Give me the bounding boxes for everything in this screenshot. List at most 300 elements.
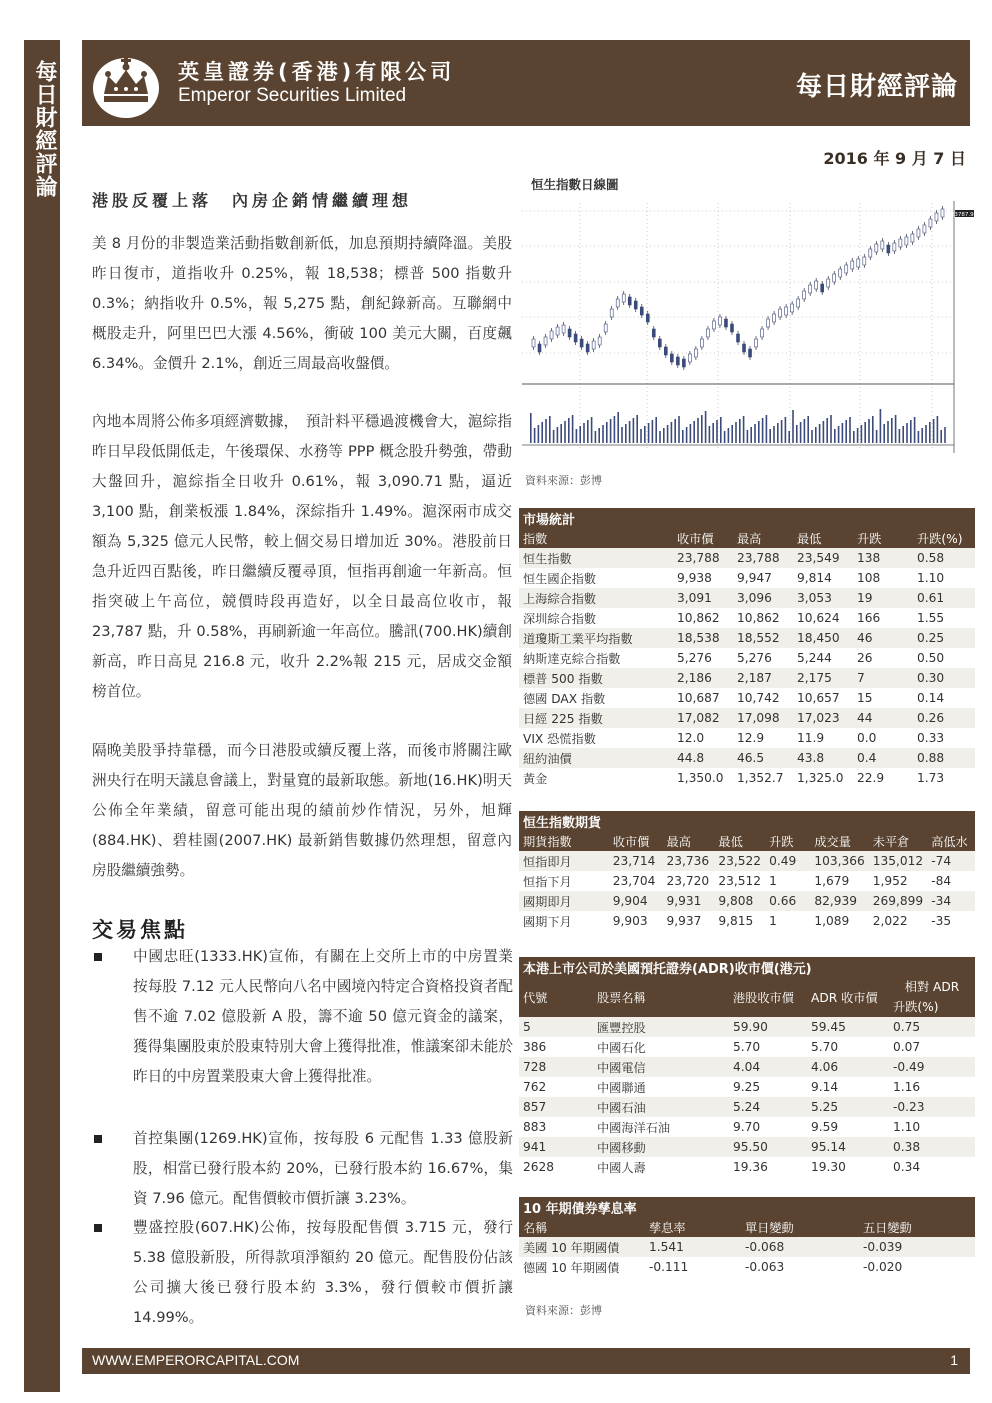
bond-yield-table xyxy=(519,1197,975,1277)
table-cell: 3,053 xyxy=(793,588,853,608)
candle xyxy=(634,301,637,309)
table-cell: 44.8 xyxy=(673,748,733,768)
table-cell: 德國 DAX 指數 xyxy=(523,691,606,706)
table-cell: 44 xyxy=(853,708,913,728)
table-cell: 10,742 xyxy=(737,691,780,705)
candle xyxy=(797,299,800,307)
header-banner xyxy=(82,40,970,126)
volume-bar xyxy=(579,426,581,443)
table-header-row xyxy=(519,977,975,1017)
volume-bar xyxy=(891,418,893,443)
table-cell: 26 xyxy=(857,651,873,665)
table-cell: 4.06 xyxy=(807,1057,889,1077)
focus-bullet-text: 中國忠旺(1333.HK)宣佈，有關在上交所上市的中房置業按每股 7.12 元人民幣向八名中國境內特定合資格投資者配售不逾 7.02 億股新 A 股，籌不逾 50 億元資金的議案，獲得集團股東於股東特別大會上獲得批准，惟議案卻未能於昨日的中房置業股東大會上獲得批准。 xyxy=(133,948,513,1085)
volume-bar xyxy=(731,425,733,443)
table-row xyxy=(519,568,975,588)
candle xyxy=(917,229,920,237)
table-cell: 0.50 xyxy=(917,651,945,665)
table-cell: 762 xyxy=(523,1080,547,1094)
table-row xyxy=(519,1037,975,1057)
volume-bar xyxy=(910,420,912,443)
table-cell: 17,023 xyxy=(793,708,853,728)
table-cell: 857 xyxy=(519,1097,593,1117)
table-cell: 5 xyxy=(519,1017,593,1037)
table-row xyxy=(519,728,975,748)
table-cell: 19.36 xyxy=(733,1160,768,1174)
table-row xyxy=(519,1157,975,1177)
last-price-label: 23787.92 xyxy=(950,212,978,218)
table-row xyxy=(519,851,975,871)
volume-bar xyxy=(576,429,578,443)
table-cell: 17,098 xyxy=(733,708,793,728)
candle xyxy=(568,329,571,337)
table-cell: 0.30 xyxy=(913,668,975,688)
candle xyxy=(574,334,577,342)
table-row xyxy=(519,668,975,688)
paragraph-china-hk-market: 內地本周將公佈多項經濟數據， 預計料平穩過渡機會大，滬綜指昨日早段低開低走，午後環保、水務等 PPP 概念股升勢強，帶動大盤回升，滬綜指全日收升 0.61%，報 3,090.71 點，逼近 3,100 點，創業板漲 1.84%，深綜指升 1.49%。滬深兩市成交額為 5,325 億元人民幣，較上個交易日增加近 30%。港股前日急升近四百點後，昨日繼續反覆尋頂，恒指再創逾一年新高。恒指突破上午高位，競價時段再造好，以全日最高位收市，報 23,787 點，升 0.58%，再刷新逾一年高位。騰訊(700.HK)續創新高，昨日高見 216.8 元，收升 2.2%報 215 元，居成交金額榜首位。 xyxy=(92,413,512,700)
volume-bar xyxy=(553,430,555,443)
candle xyxy=(773,314,776,322)
table-cell: 19 xyxy=(853,588,913,608)
column-header: 孳息率 xyxy=(645,1217,741,1237)
table-cell: 恒生指數 xyxy=(519,548,673,568)
table-cell: 2,186 xyxy=(673,668,733,688)
table-cell: 0.58 xyxy=(913,548,975,568)
volume-bar xyxy=(739,419,741,443)
table-cell: 深圳綜合指數 xyxy=(523,611,597,626)
candle xyxy=(815,281,818,289)
table-cell: -84 xyxy=(931,874,952,888)
volume-bar xyxy=(883,424,885,443)
volume-bar xyxy=(804,419,806,443)
table-cell: 10,624 xyxy=(797,611,840,625)
volume-bar xyxy=(587,420,589,443)
volume-bar xyxy=(750,427,752,443)
table-cell: 1,089 xyxy=(814,914,850,928)
candle xyxy=(532,339,535,347)
column-header: 最低 xyxy=(714,831,765,851)
table-cell: 10,657 xyxy=(797,691,840,705)
candle xyxy=(893,243,896,251)
table-cell: 5,276 xyxy=(677,651,712,665)
table-cell: 23,704 xyxy=(612,874,656,888)
volume-bar xyxy=(834,429,836,443)
volume-bar xyxy=(940,430,942,443)
table-row xyxy=(519,648,975,668)
volume-bar xyxy=(864,422,866,443)
table-cell: 9,938 xyxy=(677,571,712,585)
table-cell: 0.07 xyxy=(893,1040,921,1054)
candle xyxy=(556,327,559,335)
volume-bar xyxy=(773,426,775,443)
volume-bar xyxy=(777,423,779,443)
table-cell: 中國人壽 xyxy=(597,1160,646,1175)
table-cell: 728 xyxy=(519,1057,593,1077)
table-cell: 0.25 xyxy=(913,628,975,648)
table-cell: 3,091 xyxy=(673,588,733,608)
volume-bar xyxy=(766,415,768,443)
column-header: 期貨指數 xyxy=(519,831,609,851)
volume-bar xyxy=(633,418,635,443)
volume-bar xyxy=(617,412,619,443)
table-cell: -0.039 xyxy=(859,1237,975,1257)
table-cell: 2,187 xyxy=(733,668,793,688)
table-cell: 0.49 xyxy=(765,851,810,871)
market-stats-title: 市場統計 xyxy=(519,508,975,528)
volume-bar xyxy=(769,429,771,443)
table-cell: 黃金 xyxy=(523,771,548,786)
column-header: 最高 xyxy=(733,528,793,548)
table-cell: 10,687 xyxy=(677,691,720,705)
headline: 港股反覆上落 內房企銷情繼續理想 xyxy=(92,191,413,210)
table-cell: 95.50 xyxy=(729,1137,807,1157)
volume-bar xyxy=(735,422,737,443)
table-cell: 國期即月 xyxy=(519,891,609,911)
table-cell: 1.10 xyxy=(917,571,945,585)
volume-bar xyxy=(678,416,680,443)
candle xyxy=(935,213,938,221)
candle xyxy=(658,339,661,347)
candle xyxy=(646,314,649,322)
table-cell: 中國電信 xyxy=(593,1057,729,1077)
candle xyxy=(821,284,824,292)
chart-title: 恒生指數日線圖 xyxy=(531,177,619,192)
table-cell: 11.9 xyxy=(797,731,825,745)
candle xyxy=(604,324,607,332)
table-cell: 10,862 xyxy=(737,611,780,625)
table-cell: 2628 xyxy=(523,1160,555,1174)
table-cell: 中國海洋石油 xyxy=(597,1120,671,1135)
table-cell: 3,096 xyxy=(733,588,793,608)
crown-logo-icon xyxy=(90,48,162,120)
table-cell: -74 xyxy=(927,851,975,871)
table-cell: 108 xyxy=(857,571,881,585)
table-cell: 1 xyxy=(769,874,777,888)
table-cell: 0.14 xyxy=(917,691,945,705)
table-cell: 0.61 xyxy=(913,588,975,608)
candle xyxy=(749,349,752,357)
volume-bar xyxy=(853,431,855,443)
table-cell: 0.38 xyxy=(889,1137,975,1157)
table-cell: 18,538 xyxy=(673,628,733,648)
table-cell: 日經 225 指數 xyxy=(519,708,673,728)
volume-bar xyxy=(606,422,608,443)
candle xyxy=(736,334,739,342)
candle xyxy=(869,249,872,257)
bullet-square-icon xyxy=(94,1135,102,1143)
table-cell: -34 xyxy=(927,891,975,911)
volume-bar xyxy=(674,419,676,443)
candle xyxy=(923,225,926,233)
table-cell: 10,862 xyxy=(677,611,720,625)
volume-bar xyxy=(644,426,646,443)
volume-bar xyxy=(921,428,923,443)
volume-bar xyxy=(944,427,946,443)
volume-bar xyxy=(538,425,540,443)
volume-bar xyxy=(887,421,889,443)
table-cell: 12.0 xyxy=(677,731,705,745)
candle xyxy=(779,309,782,317)
candle xyxy=(622,294,625,302)
candle xyxy=(929,219,932,227)
table-cell: 46 xyxy=(853,628,913,648)
volume-bar xyxy=(701,415,703,443)
table-row xyxy=(519,628,975,648)
table-cell: 9,815 xyxy=(718,914,754,928)
volume-bar xyxy=(598,428,600,443)
company-name-en: Emperor Securities Limited xyxy=(178,85,407,106)
volume-bar xyxy=(667,425,669,443)
table-cell: 46.5 xyxy=(733,748,793,768)
table-cell: 9.25 xyxy=(733,1080,761,1094)
table-cell: 1.16 xyxy=(893,1080,921,1094)
volume-bar xyxy=(655,417,657,443)
candle xyxy=(592,341,595,349)
candle xyxy=(905,237,908,245)
table-cell: 德國 10 年期國債 xyxy=(523,1260,620,1275)
table-cell: 9.70 xyxy=(733,1120,761,1134)
volume-bar xyxy=(686,427,688,443)
table-cell: 9,814 xyxy=(797,571,832,585)
volume-bar xyxy=(815,427,817,443)
candle xyxy=(857,259,860,267)
candle xyxy=(628,297,631,305)
candle xyxy=(712,321,715,329)
volume-bar xyxy=(868,419,870,443)
volume-bar xyxy=(800,422,802,443)
table-cell: 23,736 xyxy=(663,851,715,871)
table-cell: 9,947 xyxy=(737,571,772,585)
volume-bar xyxy=(549,416,551,443)
volume-bar xyxy=(876,430,878,443)
volume-bar xyxy=(819,424,821,443)
volume-bar xyxy=(933,419,935,443)
volume-bar xyxy=(690,424,692,443)
table-cell: 1.10 xyxy=(893,1120,921,1134)
volume-bar xyxy=(925,425,927,443)
volume-bar xyxy=(914,417,916,443)
table-cell: -0.020 xyxy=(863,1260,903,1274)
volume-bar xyxy=(849,417,851,443)
volume-bar xyxy=(591,417,593,443)
table-cell: -0.063 xyxy=(745,1260,785,1274)
volume-bar xyxy=(781,420,783,443)
bond-title: 10 年期債券孳息率 xyxy=(519,1197,975,1217)
column-header: 升跌(%) xyxy=(893,1000,939,1014)
report-date: 2016 年 9 月 7 日 xyxy=(823,149,966,168)
table-row xyxy=(519,911,975,931)
volume-bar xyxy=(845,420,847,443)
candle xyxy=(598,337,601,345)
volume-bar xyxy=(720,417,722,443)
table-cell: 269,899 xyxy=(869,891,927,911)
candle xyxy=(700,339,703,347)
volume-bar xyxy=(659,431,661,443)
table-cell: 103,366 xyxy=(810,851,868,871)
table-cell: 匯豐控股 xyxy=(593,1017,729,1037)
volume-bar xyxy=(709,426,711,443)
table-cell: 美國 10 年期國債 xyxy=(519,1237,645,1257)
table-cell: 135,012 xyxy=(869,851,927,871)
table-row xyxy=(519,1137,975,1157)
candle xyxy=(670,354,673,362)
chart-source: 資料來源：彭博 xyxy=(525,474,602,487)
volume-bar xyxy=(743,416,745,443)
column-header: 升跌 xyxy=(765,831,810,851)
candle xyxy=(833,274,836,282)
table-cell: 1,352.7 xyxy=(737,771,784,785)
table-cell: 中國聯通 xyxy=(597,1080,646,1095)
table-row xyxy=(519,891,975,911)
volume-bar xyxy=(716,420,718,443)
volume-bar xyxy=(724,431,726,443)
volume-bar xyxy=(621,427,623,443)
table-cell: 0.75 xyxy=(889,1017,975,1037)
table-cell: 恒指下月 xyxy=(523,874,572,889)
column-header: 股票名稱 xyxy=(593,977,729,1017)
column-header: 收市價 xyxy=(609,831,663,851)
table-cell: 59.90 xyxy=(729,1017,807,1037)
volume-bar xyxy=(595,431,597,443)
candle xyxy=(761,329,764,337)
volume-bar xyxy=(758,421,760,443)
volume-bar xyxy=(918,431,920,443)
table-cell: 道瓊斯工業平均指數 xyxy=(519,628,673,648)
table-cell: 18,450 xyxy=(793,628,853,648)
candle xyxy=(809,285,812,293)
volume-bar xyxy=(902,426,904,443)
table-row xyxy=(519,1057,975,1077)
candle xyxy=(544,337,547,345)
adr-table xyxy=(519,957,975,1177)
table-cell: 5.70 xyxy=(733,1040,761,1054)
volume-bar xyxy=(785,417,787,443)
volume-bar xyxy=(560,424,562,443)
table-row xyxy=(519,708,975,728)
table-cell: 4.04 xyxy=(729,1057,807,1077)
candle xyxy=(911,234,914,242)
table-cell: 5.70 xyxy=(811,1040,839,1054)
focus-bullet-text: 豐盛控股(607.HK)公佈，按每股配售價 3.715 元，發行 5.38 億股新股，所得款項淨額約 20 億元。配售股份佔該公司擴大後已發行股本約 3.3%，發行價較市價折讓 14.99%。 xyxy=(133,1219,513,1326)
candle xyxy=(616,299,619,307)
candle xyxy=(664,347,667,355)
volume-bar xyxy=(652,420,654,443)
table-cell: -35 xyxy=(931,914,952,928)
table-cell: 23,720 xyxy=(666,874,710,888)
table-row xyxy=(519,588,975,608)
hsi-daily-chart xyxy=(522,193,978,461)
table-cell: 82,939 xyxy=(810,891,868,911)
table-cell: 恒生國企指數 xyxy=(523,571,597,586)
candle xyxy=(845,265,848,273)
candle xyxy=(718,317,721,325)
table-row xyxy=(519,1017,975,1037)
volume-bar xyxy=(671,422,673,443)
table-cell: 23,714 xyxy=(609,851,663,871)
table-cell: 1.73 xyxy=(917,771,945,785)
volume-bar xyxy=(807,416,809,443)
volume-bar xyxy=(564,421,566,443)
table-cell: 23,788 xyxy=(733,548,793,568)
volume-bar xyxy=(629,421,631,443)
volume-bar xyxy=(530,413,532,443)
table-cell: 9.59 xyxy=(811,1120,839,1134)
volume-bar xyxy=(796,425,798,443)
volume-bar xyxy=(705,411,707,443)
candle xyxy=(875,244,878,252)
table-cell: 7 xyxy=(853,668,913,688)
candle xyxy=(755,339,758,347)
bullet-square-icon xyxy=(94,953,102,961)
table-cell: 23,549 xyxy=(793,548,853,568)
paragraph-us-market: 美 8 月份的非製造業活動指數創新低，加息預期持續降溫。美股昨日復市，道指收升 0.25%，報 18,538；標普 500 指數升 0.3%；納指收升 0.5%，報 5,275 點，創紀錄新高。互聯網中概股走升，阿里巴巴大漲 4.56%，衝破 100 美元大關，百度飆 6.34%。金價升 2.1%，創近三周最高收盤價。 xyxy=(92,235,512,372)
volume-bar xyxy=(712,423,714,443)
volume-bar xyxy=(557,427,559,443)
footer-url-link[interactable]: WWW.EMPERORCAPITAL.COM xyxy=(92,1352,300,1368)
volume-bar xyxy=(568,418,570,443)
volume-bar xyxy=(792,410,794,443)
table-cell: 標普 500 指數 xyxy=(519,668,673,688)
table-cell: 2,022 xyxy=(872,914,908,928)
table-cell: 23,788 xyxy=(673,548,733,568)
table-cell: 國期下月 xyxy=(523,914,572,929)
table-cell: 0.66 xyxy=(765,891,810,911)
table-row xyxy=(519,871,975,891)
candle xyxy=(694,349,697,357)
footer-bar xyxy=(82,1348,970,1374)
table-cell: 1,952 xyxy=(872,874,908,888)
trading-focus-title: 交易焦點 xyxy=(92,918,188,942)
volume-bar xyxy=(747,430,749,443)
candle xyxy=(803,291,806,299)
volume-bar xyxy=(929,422,931,443)
table-cell: -0.23 xyxy=(889,1097,975,1117)
candle xyxy=(839,269,842,277)
table-cell: 18,552 xyxy=(733,628,793,648)
table-row xyxy=(519,1257,975,1277)
table-cell: 1,325.0 xyxy=(797,771,844,785)
volume-bar xyxy=(830,415,832,443)
table-row xyxy=(519,608,975,628)
side-tab-title: 每日財經評論 xyxy=(32,60,57,198)
column-header: 指數 xyxy=(519,528,673,548)
table-row xyxy=(519,1237,975,1257)
column-header: 升跌 xyxy=(853,528,913,548)
table-cell: 95.14 xyxy=(807,1137,889,1157)
column-header: 相對 ADR xyxy=(904,980,960,994)
candle xyxy=(640,307,643,315)
side-tab xyxy=(24,40,60,1392)
table-cell: 9,937 xyxy=(666,914,702,928)
table-cell: 23,522 xyxy=(714,851,765,871)
table-cell: 941 xyxy=(519,1137,593,1157)
company-name-cn: 英皇證券(香港)有限公司 xyxy=(178,60,456,84)
table-cell: 5,276 xyxy=(737,651,772,665)
candle xyxy=(682,359,685,367)
candle xyxy=(887,245,890,253)
candle xyxy=(827,279,830,287)
volume-bar xyxy=(872,416,874,443)
table-cell: 9,931 xyxy=(663,891,715,911)
table-header-row xyxy=(519,528,975,548)
column-header: 港股收市價 xyxy=(729,977,807,1017)
table-cell: 43.8 xyxy=(793,748,853,768)
futures-table xyxy=(519,811,975,931)
table-cell: 23,512 xyxy=(718,874,762,888)
volume-bar xyxy=(906,423,908,443)
volume-bar xyxy=(826,418,828,443)
volume-bar xyxy=(838,426,840,443)
